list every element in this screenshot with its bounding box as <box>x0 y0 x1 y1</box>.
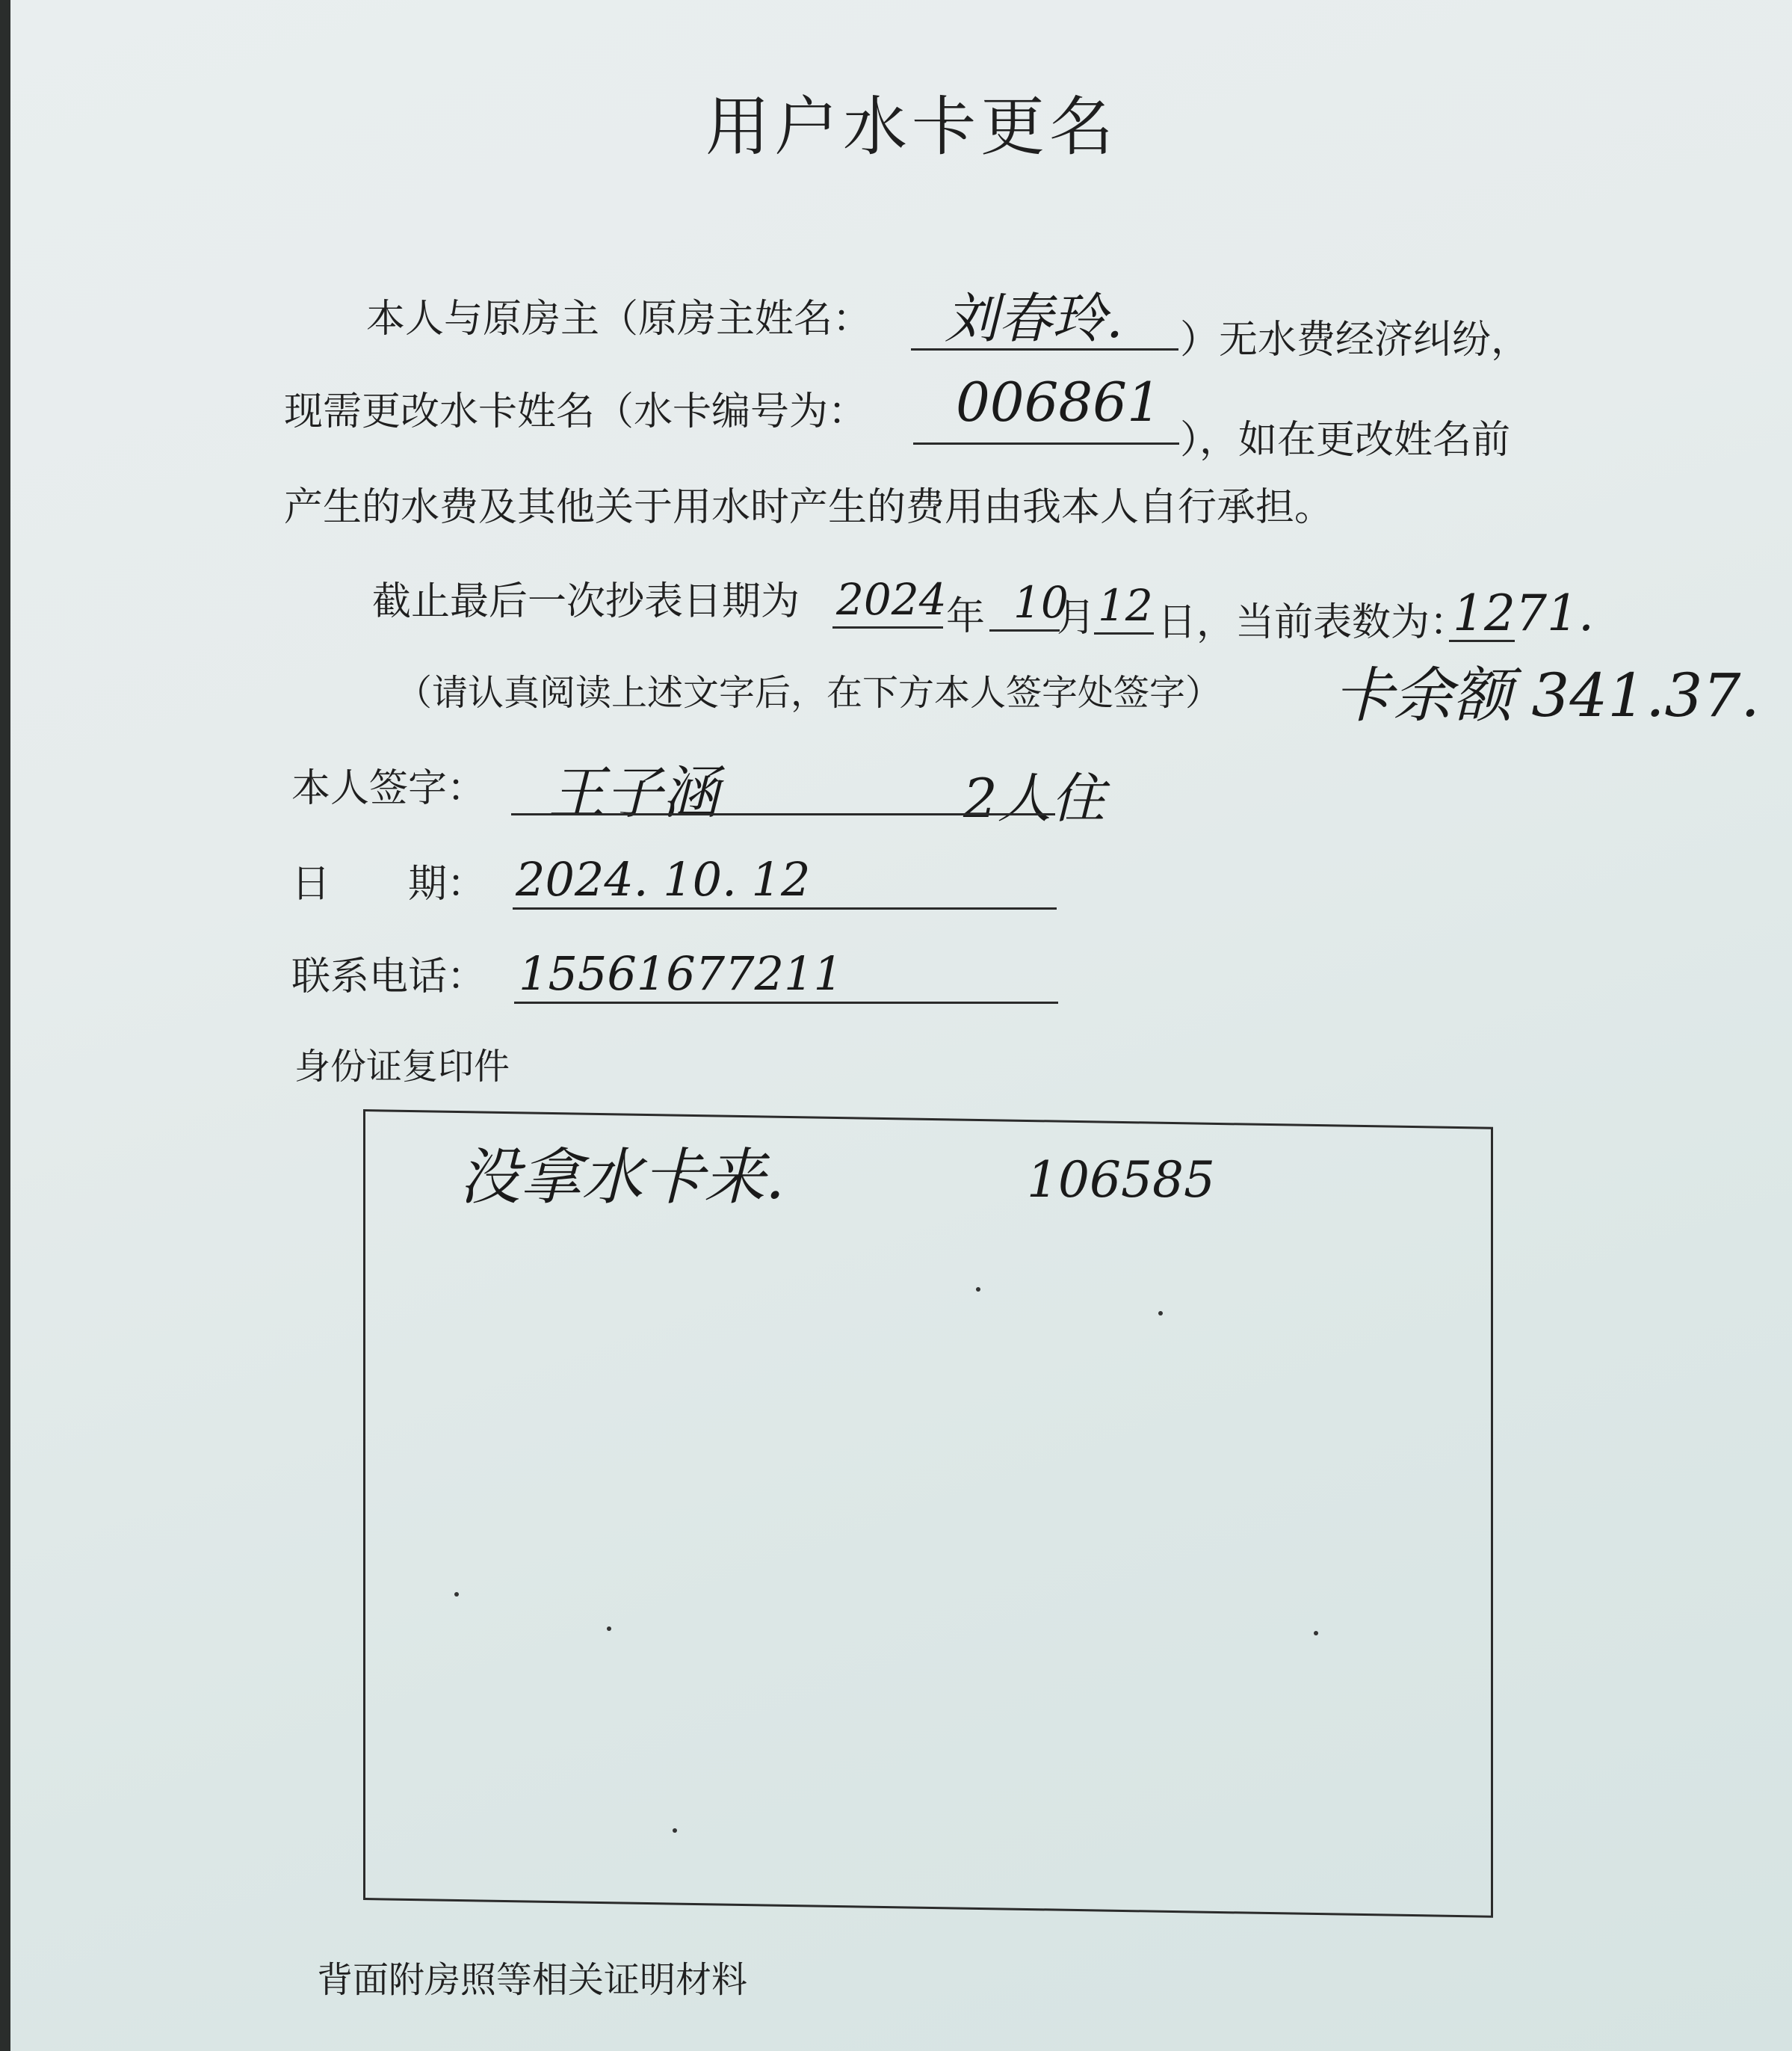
signature-name: 王子涵 <box>549 759 719 826</box>
meter-underline <box>1449 640 1515 642</box>
date-underline <box>513 907 1057 910</box>
signature-label: 本人签字： <box>291 766 486 811</box>
reading-month: 10 <box>1013 577 1069 628</box>
para3-text: 产生的水费及其他关于用水时产生的费用由我本人自行承担。 <box>284 485 1334 530</box>
month-label: 月 <box>1057 596 1096 641</box>
water-card-number: 006861 <box>956 371 1161 434</box>
speck <box>454 1592 459 1597</box>
card-number-underline <box>913 442 1179 445</box>
form-sheet <box>10 0 1792 2051</box>
box-number: 106585 <box>1027 1151 1215 1209</box>
date-label: 日 期： <box>291 862 486 907</box>
meter-reading: 1271. <box>1453 585 1594 642</box>
phone-label: 联系电话： <box>291 954 486 999</box>
phone-value: 15561677211 <box>519 946 843 1001</box>
speck <box>1314 1631 1318 1635</box>
year-label: 年 <box>946 594 986 639</box>
para1-tail: ）无水费经济纠纷， <box>1180 318 1530 363</box>
footer-note: 背面附房照等相关证明材料 <box>317 1959 748 2001</box>
id-copy-label: 身份证复印件 <box>294 1046 510 1088</box>
speck <box>673 1828 677 1833</box>
date-value: 2024. 10. 12 <box>516 852 811 907</box>
box-note: 没拿水卡来. <box>459 1142 785 1213</box>
reading-lead: 截止最后一次抄表日期为 <box>372 579 800 624</box>
id-copy-box <box>363 1109 1493 1918</box>
owner-name-underline <box>911 348 1178 351</box>
form-title: 用户水卡更名 <box>705 90 1118 164</box>
signing-notice: （请认真阅读上述文字后，在下方本人签字处签字） <box>396 672 1222 714</box>
reading-day: 12 <box>1098 580 1153 631</box>
day-underline <box>1094 632 1154 635</box>
reading-year: 2024 <box>836 574 947 625</box>
speck <box>976 1287 980 1292</box>
occupants-note: 2人住 <box>963 767 1105 830</box>
para2-tail: ），如在更改姓名前 <box>1180 418 1511 463</box>
card-balance-note: 卡余额 341.37. <box>1333 661 1760 730</box>
day-label: 日，当前表数为： <box>1158 600 1469 645</box>
speck <box>1158 1311 1163 1316</box>
month-underline <box>989 629 1060 632</box>
signature-underline <box>511 813 1055 815</box>
para2-lead: 现需更改水卡姓名（水卡编号为： <box>284 389 868 434</box>
year-underline <box>832 626 943 629</box>
speck <box>607 1626 611 1631</box>
para1-lead: 本人与原房主（原房主姓名： <box>366 297 872 342</box>
phone-underline <box>514 1002 1058 1004</box>
original-owner-name: 刘春玲. <box>945 287 1123 350</box>
